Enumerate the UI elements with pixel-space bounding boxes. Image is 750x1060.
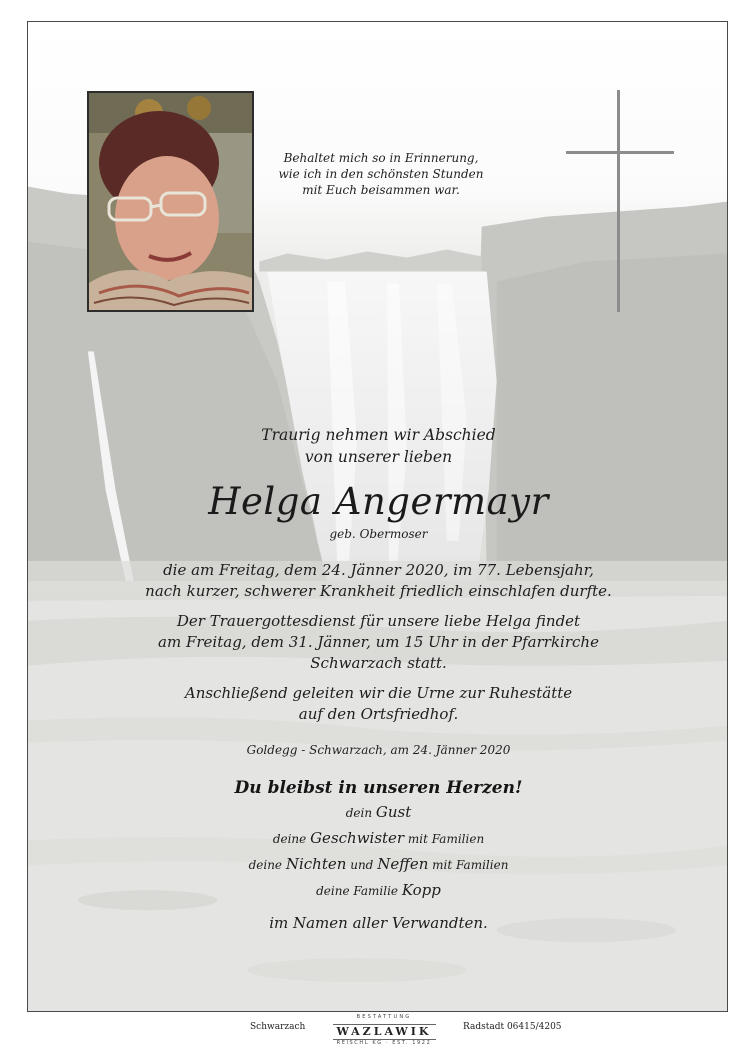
obituary-card bbox=[27, 21, 728, 1012]
service-notice bbox=[28, 611, 728, 674]
cross-icon bbox=[566, 90, 674, 312]
family-text: deine bbox=[272, 832, 311, 846]
quote-line: Behaltet mich so in Erinnerung, bbox=[283, 151, 479, 165]
burial-line: Anschließend geleiten wir die Urne zur Ruhestätte bbox=[184, 684, 573, 702]
footer-location-left: Schwarzach bbox=[250, 1022, 306, 1032]
burial-notice bbox=[28, 683, 728, 725]
motto: Du bleibst in unseren Herzen! bbox=[234, 778, 523, 798]
intro-line: von unserer lieben bbox=[304, 448, 453, 466]
obituary-text bbox=[28, 424, 728, 934]
family-text: mit Familien bbox=[404, 832, 485, 846]
family-name: Kopp bbox=[401, 881, 441, 899]
family-line bbox=[28, 878, 728, 904]
family-text: mit Familien bbox=[428, 858, 509, 872]
quote-line: mit Euch beisammen war. bbox=[302, 183, 460, 197]
service-line: am Freitag, dem 31. Jänner, um 15 Uhr in der Pfarrkirche bbox=[158, 633, 599, 651]
footer bbox=[27, 1014, 728, 1044]
memorial-quote bbox=[271, 150, 491, 198]
family-line bbox=[28, 826, 728, 852]
funeral-home-logo bbox=[314, 1014, 454, 1046]
maiden-name: geb. Obermoser bbox=[329, 527, 428, 541]
place-date: Goldegg - Schwarzach, am 24. Jänner 2020 bbox=[246, 743, 511, 757]
closing-line: im Namen aller Verwandten. bbox=[269, 914, 488, 932]
family-text: deine Familie bbox=[316, 884, 402, 898]
death-notice-line: nach kurzer, schwerer Krankheit friedlich einschlafen durfte. bbox=[145, 582, 612, 600]
logo-name: WAZLAWIK bbox=[333, 1024, 436, 1040]
family-text: deine bbox=[248, 858, 286, 872]
service-line: Der Trauergottesdienst für unsere liebe Helga findet bbox=[176, 612, 581, 630]
quote-line: wie ich in den schönsten Stunden bbox=[278, 167, 484, 181]
family-name: Gust bbox=[375, 803, 412, 821]
death-notice bbox=[28, 560, 728, 602]
death-notice-line: die am Freitag, dem 24. Jänner 2020, im 77. Lebensjahr, bbox=[163, 561, 594, 579]
burial-line: auf den Ortsfriedhof. bbox=[298, 705, 459, 723]
deceased-name: Helga Angermayr bbox=[208, 480, 549, 523]
family-text: dein bbox=[345, 806, 376, 820]
family-line bbox=[28, 852, 728, 878]
family-name: Nichten bbox=[285, 855, 347, 873]
footer-location-right: Radstadt 06415/4205 bbox=[463, 1022, 562, 1032]
logo-subtitle: REISCHL KG · EST. 1922 bbox=[336, 1040, 432, 1046]
service-line: Schwarzach statt. bbox=[310, 654, 447, 672]
family-line bbox=[28, 800, 728, 826]
family-name: Neffen bbox=[377, 855, 429, 873]
logo-tagline: BESTATTUNG bbox=[356, 1014, 412, 1020]
portrait-photo bbox=[87, 91, 254, 312]
family-list bbox=[28, 800, 728, 904]
family-text: und bbox=[346, 858, 378, 872]
family-name: Geschwister bbox=[310, 829, 405, 847]
intro-line: Traurig nehmen wir Abschied bbox=[261, 426, 496, 444]
